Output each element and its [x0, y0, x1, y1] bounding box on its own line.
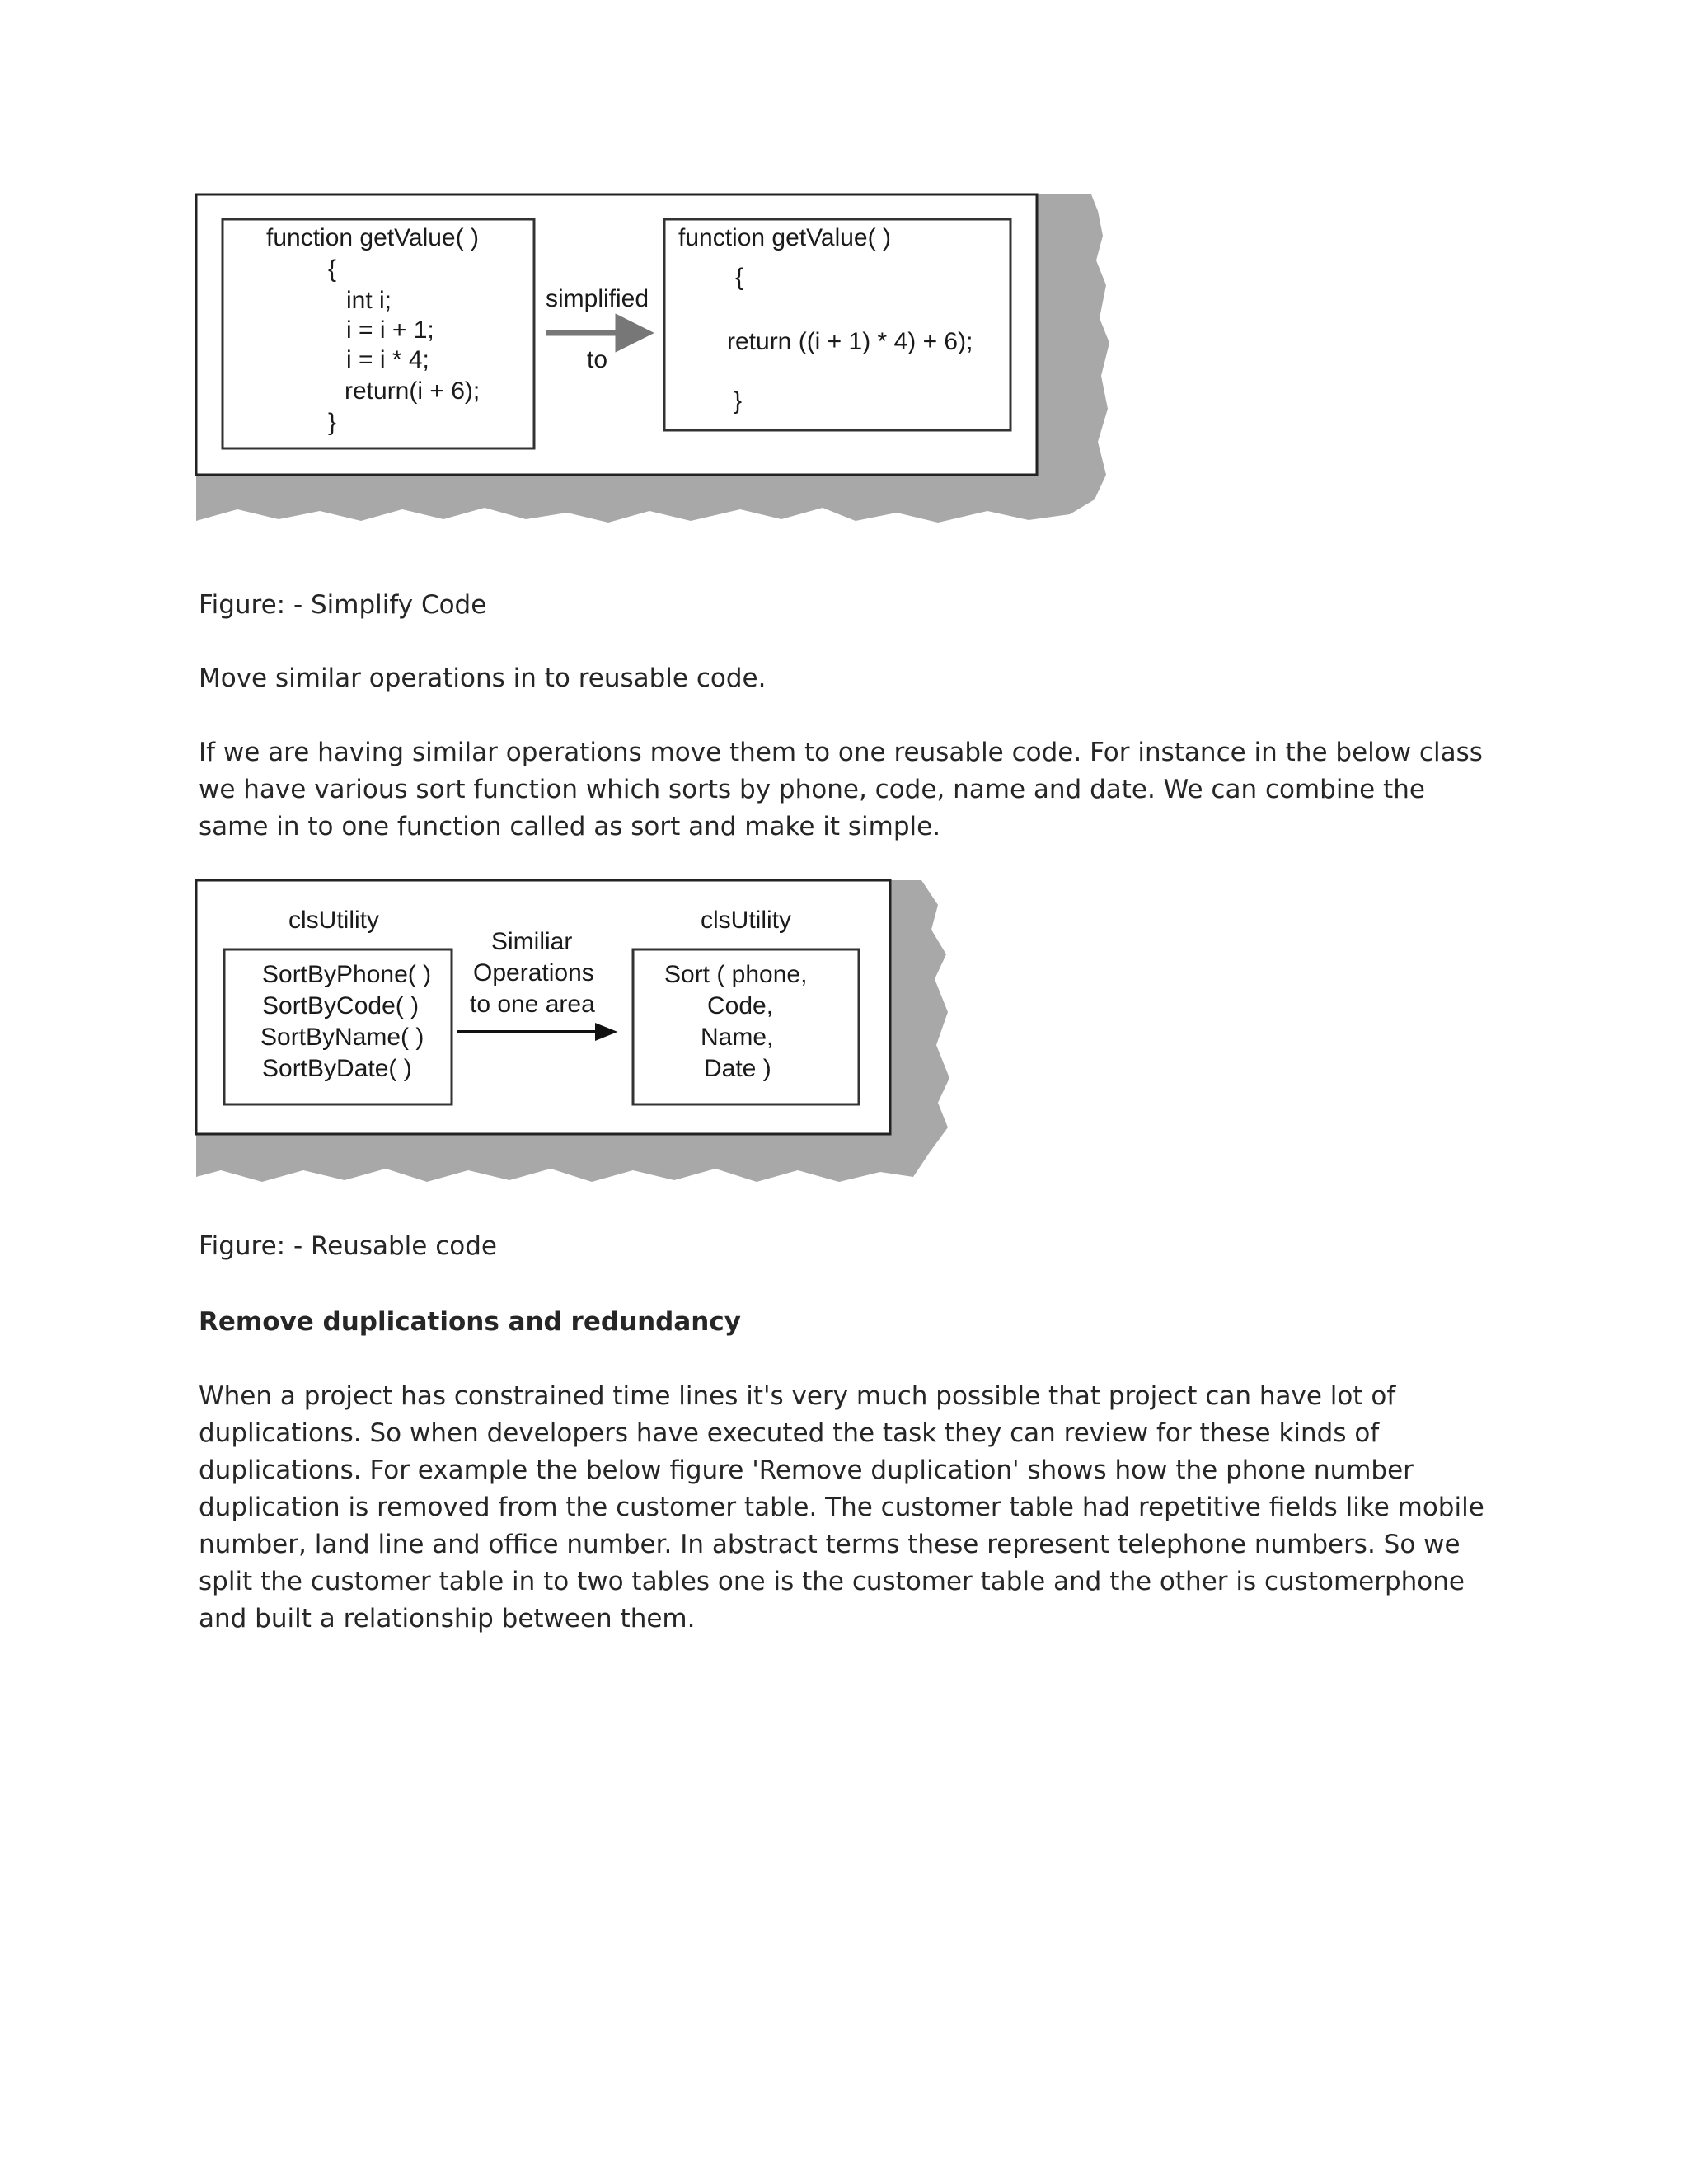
- paragraph-move-similar: Move similar operations in to reusable code.: [199, 663, 767, 693]
- left-code-line-0: function getValue( ): [266, 224, 479, 251]
- left-code-line-2: int i;: [346, 287, 392, 314]
- left-class-item-0: SortByPhone( ): [262, 961, 432, 988]
- right-class-item-0: Sort ( phone,: [664, 961, 808, 988]
- right-code-line-2: return ((i + 1) * 4) + 6);: [727, 328, 973, 355]
- left-code-line-5: return(i + 6);: [345, 377, 481, 405]
- heading-remove-duplications: Remove duplications and redundancy: [199, 1307, 741, 1337]
- left-code-line-6: }: [328, 409, 337, 436]
- right-code-line-1: {: [735, 264, 744, 291]
- paragraph-similar-operations: If we are having similar operations move them to one reusable code. For instance in the below class we have various sort function which sorts by phone, code, name and date. We can combine the same in to one function called as sort and make it simple.: [199, 738, 1483, 841]
- arrow-bottom-label: to: [587, 346, 608, 373]
- left-class-item-3: SortByDate( ): [262, 1055, 412, 1082]
- caption-simplify-code: Figure: - Simplify Code: [199, 590, 487, 620]
- right-class-item-2: Name,: [701, 1024, 774, 1051]
- paragraph-constrained-time-lines: When a project has constrained time lines it's very much possible that project can have lot of duplications. So when developers have executed the task they can review for these kinds of duplications. For example the below figure 'Remove duplication' shows how the phone number duplication is removed from the customer table. The customer table had repetitive fields like mobile number, land line and office number. In abstract terms these represent telephone numbers. So we split the customer table in to two tables one is the customer table and the other is customerphone and built a relationship between them.: [199, 1381, 1484, 1633]
- left-code-line-3: i = i + 1;: [346, 316, 434, 344]
- left-class-title: clsUtility: [288, 907, 379, 934]
- figure-simplify-code: [196, 194, 1119, 541]
- caption-reusable-code: Figure: - Reusable code: [199, 1231, 497, 1261]
- figure-reusable-code: [196, 880, 971, 1202]
- left-code-line-4: i = i * 4;: [346, 346, 429, 373]
- arrow-label-line-1: Operations: [473, 959, 594, 987]
- figure-reusable-code-svg: [196, 880, 971, 1202]
- right-class-item-3: Date ): [704, 1055, 771, 1082]
- right-code-line-3: }: [734, 387, 743, 415]
- right-code-line-0: function getValue( ): [678, 224, 891, 251]
- left-class-item-2: SortByName( ): [260, 1024, 424, 1051]
- arrow-label-line-0: Similiar: [491, 928, 573, 955]
- arrow-label-line-2: to one area: [470, 991, 595, 1018]
- left-class-item-1: SortByCode( ): [262, 992, 420, 1019]
- right-class-item-1: Code,: [707, 992, 774, 1019]
- arrow-top-label: simplified: [546, 285, 649, 312]
- left-code-line-1: {: [328, 255, 337, 283]
- right-class-title: clsUtility: [701, 907, 791, 934]
- figure-simplify-code-svg: [196, 194, 1119, 541]
